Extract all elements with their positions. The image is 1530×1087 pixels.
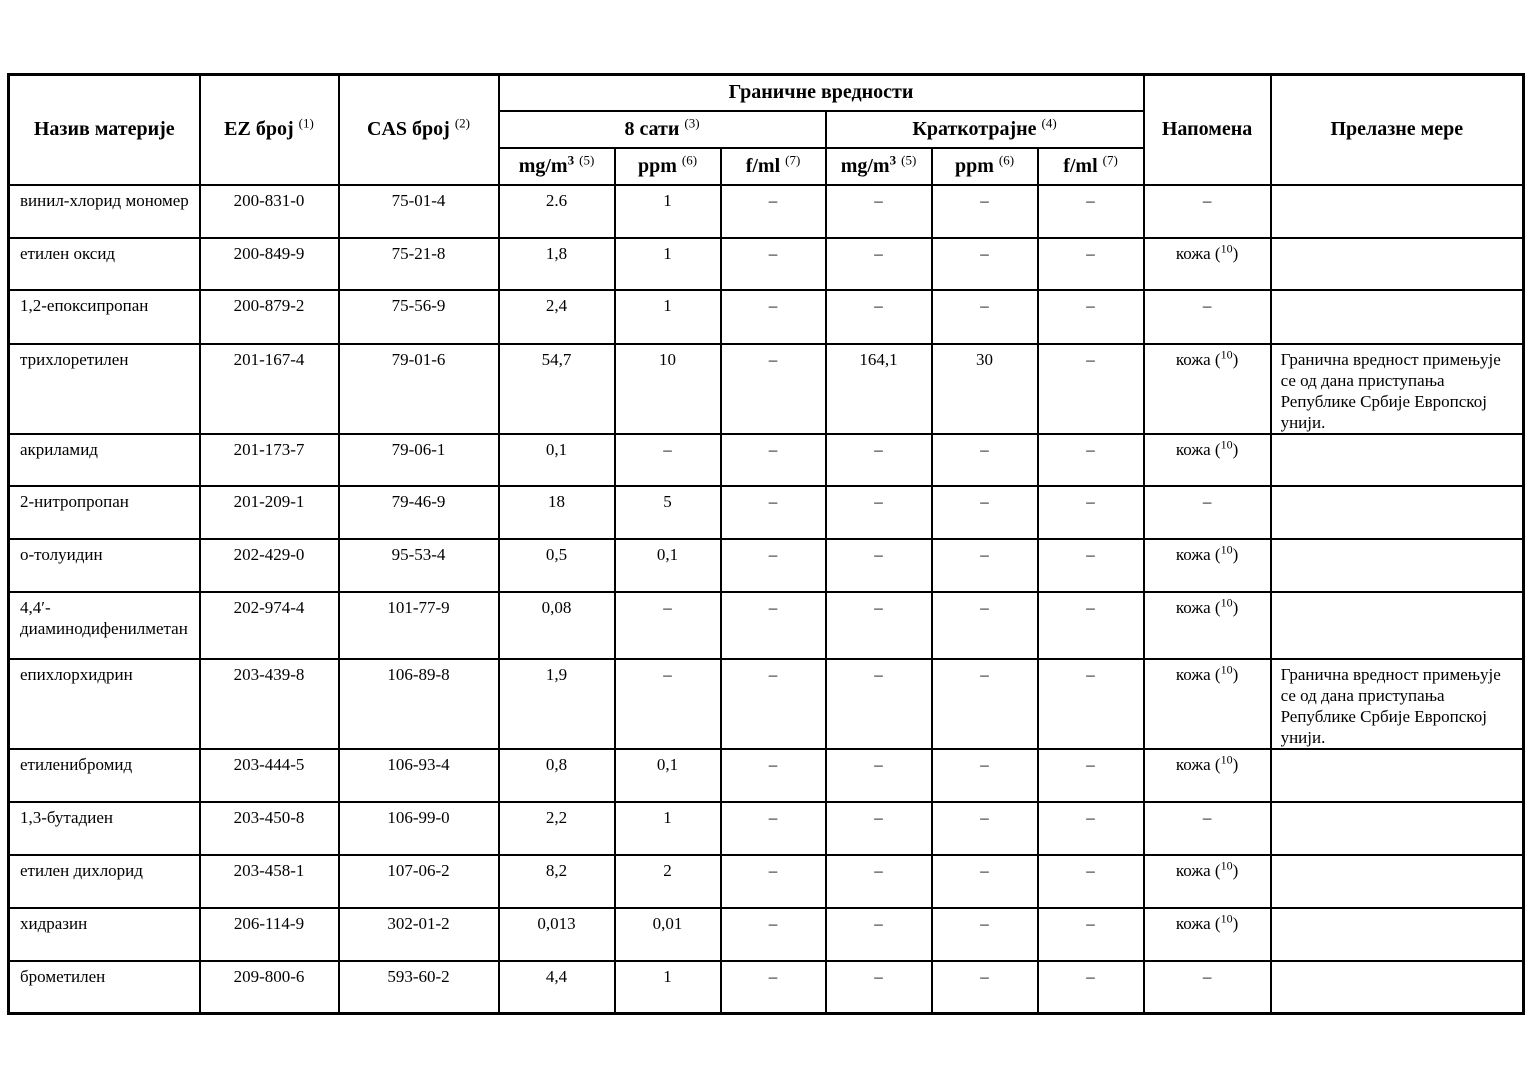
limit-st-ppm-cell: – <box>932 434 1038 486</box>
limit-8h-ppm-cell: 10 <box>615 344 721 434</box>
limit-st-fml-cell: – <box>1038 185 1144 238</box>
ez-number-cell: 200-849-9 <box>200 238 339 290</box>
cas-number-cell: 593-60-2 <box>339 961 499 1014</box>
header-8h-fml: f/ml $^{(7)}$ <box>721 148 826 185</box>
limit-st-ppm-cell: – <box>932 290 1038 344</box>
limit-8h-ppm-cell: 1 <box>615 802 721 855</box>
limit-8h-ppm-cell: 1 <box>615 238 721 290</box>
transitional-measures-cell <box>1271 961 1524 1014</box>
substance-name-cell: етилен оксид <box>9 238 200 290</box>
remark-cell: кожа ($^{10}$) <box>1144 908 1271 961</box>
header-st-mg: $mg/m^3$ $^{(5)}$ <box>826 148 932 185</box>
ez-number-cell: 203-450-8 <box>200 802 339 855</box>
limit-st-fml-cell: – <box>1038 802 1144 855</box>
ez-number-cell: 203-458-1 <box>200 855 339 908</box>
transitional-measures-cell <box>1271 290 1524 344</box>
limit-8h-fml-cell: – <box>721 908 826 961</box>
remark-text: кожа ( <box>1175 860 1221 880</box>
ez-number-cell: 202-429-0 <box>200 539 339 592</box>
substance-name-cell: 1,2-епоксипропан <box>9 290 200 344</box>
remark-footnote: 10 <box>1220 346 1233 361</box>
table-row <box>9 344 1524 434</box>
limit-st-ppm-cell: – <box>932 486 1038 539</box>
remark-text: кожа ( <box>1175 754 1221 774</box>
substance-name-cell: етилен дихлорид <box>9 855 200 908</box>
limit-8h-fml-cell: – <box>721 802 826 855</box>
substance-name-cell: брометилен <box>9 961 200 1014</box>
limit-8h-fml-cell: – <box>721 855 826 908</box>
limit-8h-fml-cell: – <box>721 434 826 486</box>
limit-8h-ppm-cell: 0,1 <box>615 539 721 592</box>
limit-st-fml-cell: – <box>1038 486 1144 539</box>
limit-8h-fml-cell: – <box>721 539 826 592</box>
transitional-measures-cell <box>1271 238 1524 290</box>
table-row <box>9 908 1524 961</box>
limit-8h-mg-cell: 0,013 <box>499 908 615 961</box>
transitional-measures-cell <box>1271 908 1524 961</box>
limit-st-mg-cell: – <box>826 961 932 1014</box>
remark-text: – <box>1202 190 1212 210</box>
substance-name-cell: акриламид <box>9 434 200 486</box>
header-short-term: Краткотрајне $^{(4)}$ <box>826 111 1144 148</box>
transitional-measures-cell <box>1271 592 1524 659</box>
remark-cell: кожа ($^{10}$) <box>1144 539 1271 592</box>
remark-text: кожа ( <box>1175 913 1221 933</box>
header-cas-number: CAS број $^{(2)}$ <box>339 75 499 185</box>
transitional-measures-cell <box>1271 434 1524 486</box>
limit-st-mg-cell: – <box>826 855 932 908</box>
limit-st-fml-cell: – <box>1038 344 1144 434</box>
cas-number-cell: 302-01-2 <box>339 908 499 961</box>
limit-st-mg-cell: – <box>826 185 932 238</box>
substance-name-cell: 1,3-бутадиен <box>9 802 200 855</box>
ez-number-cell: 200-831-0 <box>200 185 339 238</box>
ez-number-cell: 202-974-4 <box>200 592 339 659</box>
remark-cell <box>1144 185 1271 238</box>
limit-st-fml-cell: – <box>1038 908 1144 961</box>
remark-cell: кожа ($^{10}$) <box>1144 434 1271 486</box>
table-body <box>9 185 1524 1014</box>
ez-number-cell: 201-209-1 <box>200 486 339 539</box>
cas-number-cell: 106-99-0 <box>339 802 499 855</box>
header-transitional-measures: Прелазне мере <box>1271 75 1524 185</box>
table-row <box>9 749 1524 802</box>
header-limit-values: Граничне вредности <box>499 75 1144 111</box>
remark-footnote: 10 <box>1220 910 1233 925</box>
limit-st-fml-cell: – <box>1038 749 1144 802</box>
ez-number-cell: 203-444-5 <box>200 749 339 802</box>
limit-8h-mg-cell: 0,8 <box>499 749 615 802</box>
limit-8h-fml-cell: – <box>721 344 826 434</box>
exposure-limits-table <box>7 73 1525 1015</box>
limit-st-ppm-cell: – <box>932 185 1038 238</box>
header-eight-hours: 8 сати $^{(3)}$ <box>499 111 826 148</box>
limit-8h-mg-cell: 2,4 <box>499 290 615 344</box>
limit-8h-ppm-cell: 5 <box>615 486 721 539</box>
limit-st-mg-cell: – <box>826 592 932 659</box>
limit-8h-mg-cell: 54,7 <box>499 344 615 434</box>
transitional-measures-cell <box>1271 486 1524 539</box>
limit-st-mg-cell: – <box>826 749 932 802</box>
limit-8h-mg-cell: 0,5 <box>499 539 615 592</box>
ez-number-cell: 201-167-4 <box>200 344 339 434</box>
transitional-measures-cell <box>1271 855 1524 908</box>
header-remark: Напомена <box>1144 75 1271 185</box>
substance-name-cell: о-толуидин <box>9 539 200 592</box>
limit-8h-ppm-cell: 1 <box>615 290 721 344</box>
cas-number-cell: 107-06-2 <box>339 855 499 908</box>
remark-text: – <box>1202 491 1212 511</box>
limit-8h-ppm-cell: – <box>615 659 721 749</box>
substance-name-cell: винил-хлорид мономер <box>9 185 200 238</box>
limit-8h-ppm-cell: 2 <box>615 855 721 908</box>
remark-footnote: 10 <box>1220 541 1233 556</box>
limit-st-mg-cell: – <box>826 434 932 486</box>
cas-number-cell: 79-01-6 <box>339 344 499 434</box>
limit-8h-fml-cell: – <box>721 961 826 1014</box>
transitional-measures-cell: Гранична вредност примењује се од дана приступања Републике Србије Европској унији. <box>1271 659 1524 749</box>
limit-8h-fml-cell: – <box>721 749 826 802</box>
limit-st-ppm-cell: – <box>932 659 1038 749</box>
remark-cell: кожа ($^{10}$) <box>1144 238 1271 290</box>
limit-st-ppm-cell: – <box>932 908 1038 961</box>
remark-text: кожа ( <box>1175 243 1221 263</box>
table-row <box>9 961 1524 1014</box>
limit-st-ppm-cell: – <box>932 855 1038 908</box>
limit-st-fml-cell: – <box>1038 290 1144 344</box>
remark-text: – <box>1202 807 1212 827</box>
substance-name-cell: трихлоретилен <box>9 344 200 434</box>
remark-cell <box>1144 961 1271 1014</box>
transitional-measures-cell: Гранична вредност примењује се од дана приступања Републике Србије Европској унији. <box>1271 344 1524 434</box>
remark-cell: кожа ($^{10}$) <box>1144 855 1271 908</box>
remark-footnote: 10 <box>1220 436 1233 451</box>
remark-text: – <box>1202 295 1212 315</box>
transitional-measures-cell <box>1271 749 1524 802</box>
table-header <box>9 75 1524 185</box>
header-st-fml: f/ml $^{(7)}$ <box>1038 148 1144 185</box>
limit-st-mg-cell: – <box>826 908 932 961</box>
limit-st-ppm-cell: – <box>932 749 1038 802</box>
remark-cell: кожа ($^{10}$) <box>1144 592 1271 659</box>
table-row <box>9 802 1524 855</box>
limit-8h-mg-cell: 0,08 <box>499 592 615 659</box>
substance-name-cell: епихлорхидрин <box>9 659 200 749</box>
limit-st-fml-cell: – <box>1038 592 1144 659</box>
limit-st-fml-cell: – <box>1038 855 1144 908</box>
cas-number-cell: 79-06-1 <box>339 434 499 486</box>
cas-number-cell: 79-46-9 <box>339 486 499 539</box>
table-row <box>9 592 1524 659</box>
table-row <box>9 855 1524 908</box>
limit-st-ppm-cell: – <box>932 961 1038 1014</box>
limit-st-ppm-cell: – <box>932 592 1038 659</box>
remark-cell <box>1144 802 1271 855</box>
limit-st-mg-cell: – <box>826 802 932 855</box>
limit-8h-mg-cell: 2,2 <box>499 802 615 855</box>
remark-footnote: 10 <box>1220 240 1233 255</box>
ez-number-cell: 200-879-2 <box>200 290 339 344</box>
limit-st-ppm-cell: – <box>932 238 1038 290</box>
limit-st-fml-cell: – <box>1038 961 1144 1014</box>
limit-8h-mg-cell: 18 <box>499 486 615 539</box>
limit-8h-mg-cell: 2.6 <box>499 185 615 238</box>
remark-cell <box>1144 486 1271 539</box>
limit-8h-mg-cell: 1,9 <box>499 659 615 749</box>
table-row <box>9 659 1524 749</box>
limit-st-fml-cell: – <box>1038 659 1144 749</box>
header-substance-name: Назив материје <box>9 75 200 185</box>
remark-footnote: 10 <box>1220 857 1233 872</box>
substance-name-cell: етиленибромид <box>9 749 200 802</box>
substance-name-cell: хидразин <box>9 908 200 961</box>
remark-text: кожа ( <box>1175 439 1221 459</box>
limit-8h-mg-cell: 0,1 <box>499 434 615 486</box>
limit-8h-fml-cell: – <box>721 290 826 344</box>
remark-text: кожа ( <box>1175 544 1221 564</box>
table-row <box>9 434 1524 486</box>
limit-8h-ppm-cell: – <box>615 434 721 486</box>
limit-8h-fml-cell: – <box>721 486 826 539</box>
header-st-ppm: ppm $^{(6)}$ <box>932 148 1038 185</box>
table-row <box>9 290 1524 344</box>
remark-footnote: 10 <box>1220 594 1233 609</box>
transitional-measures-cell <box>1271 802 1524 855</box>
substance-name-cell: 4,4′-диаминодифенилметан <box>9 592 200 659</box>
limit-st-fml-cell: – <box>1038 434 1144 486</box>
header-ez-number: EZ број $^{(1)}$ <box>200 75 339 185</box>
remark-footnote: 10 <box>1220 661 1233 676</box>
cas-number-cell: 75-56-9 <box>339 290 499 344</box>
remark-cell <box>1144 290 1271 344</box>
limit-8h-mg-cell: 8,2 <box>499 855 615 908</box>
limit-st-ppm-cell: 30 <box>932 344 1038 434</box>
table-row <box>9 185 1524 238</box>
cas-number-cell: 95-53-4 <box>339 539 499 592</box>
limit-8h-fml-cell: – <box>721 659 826 749</box>
limit-st-mg-cell: 164,1 <box>826 344 932 434</box>
remark-text: – <box>1202 966 1212 986</box>
limit-8h-mg-cell: 4,4 <box>499 961 615 1014</box>
remark-footnote: 10 <box>1220 751 1233 766</box>
transitional-measures-cell <box>1271 185 1524 238</box>
cas-number-cell: 101-77-9 <box>339 592 499 659</box>
limit-8h-ppm-cell: 0,01 <box>615 908 721 961</box>
ez-number-cell: 209-800-6 <box>200 961 339 1014</box>
limit-st-mg-cell: – <box>826 486 932 539</box>
table-row <box>9 238 1524 290</box>
cas-number-cell: 106-89-8 <box>339 659 499 749</box>
cas-number-cell: 75-21-8 <box>339 238 499 290</box>
ez-number-cell: 201-173-7 <box>200 434 339 486</box>
limit-st-mg-cell: – <box>826 290 932 344</box>
limit-8h-fml-cell: – <box>721 185 826 238</box>
remark-text: кожа ( <box>1175 664 1221 684</box>
limit-8h-fml-cell: – <box>721 238 826 290</box>
limit-8h-ppm-cell: 0,1 <box>615 749 721 802</box>
remark-cell: кожа ($^{10}$) <box>1144 749 1271 802</box>
limit-st-mg-cell: – <box>826 539 932 592</box>
limit-st-mg-cell: – <box>826 238 932 290</box>
remark-text: кожа ( <box>1175 349 1221 369</box>
header-8h-ppm: ppm $^{(6)}$ <box>615 148 721 185</box>
remark-text: кожа ( <box>1175 597 1221 617</box>
cas-number-cell: 75-01-4 <box>339 185 499 238</box>
header-8h-mg: $mg/m^3$ $^{(5)}$ <box>499 148 615 185</box>
ez-number-cell: 203-439-8 <box>200 659 339 749</box>
limit-st-fml-cell: – <box>1038 238 1144 290</box>
limit-st-ppm-cell: – <box>932 539 1038 592</box>
limit-8h-ppm-cell: – <box>615 592 721 659</box>
cas-number-cell: 106-93-4 <box>339 749 499 802</box>
limit-8h-fml-cell: – <box>721 592 826 659</box>
transitional-measures-cell <box>1271 539 1524 592</box>
remark-cell: кожа ($^{10}$) <box>1144 659 1271 749</box>
limit-8h-mg-cell: 1,8 <box>499 238 615 290</box>
limit-8h-ppm-cell: 1 <box>615 961 721 1014</box>
limit-8h-ppm-cell: 1 <box>615 185 721 238</box>
limit-st-ppm-cell: – <box>932 802 1038 855</box>
table-row <box>9 486 1524 539</box>
ez-number-cell: 206-114-9 <box>200 908 339 961</box>
substance-name-cell: 2-нитропропан <box>9 486 200 539</box>
limit-st-fml-cell: – <box>1038 539 1144 592</box>
remark-cell: кожа ($^{10}$) <box>1144 344 1271 434</box>
limit-st-mg-cell: – <box>826 659 932 749</box>
table-row <box>9 539 1524 592</box>
